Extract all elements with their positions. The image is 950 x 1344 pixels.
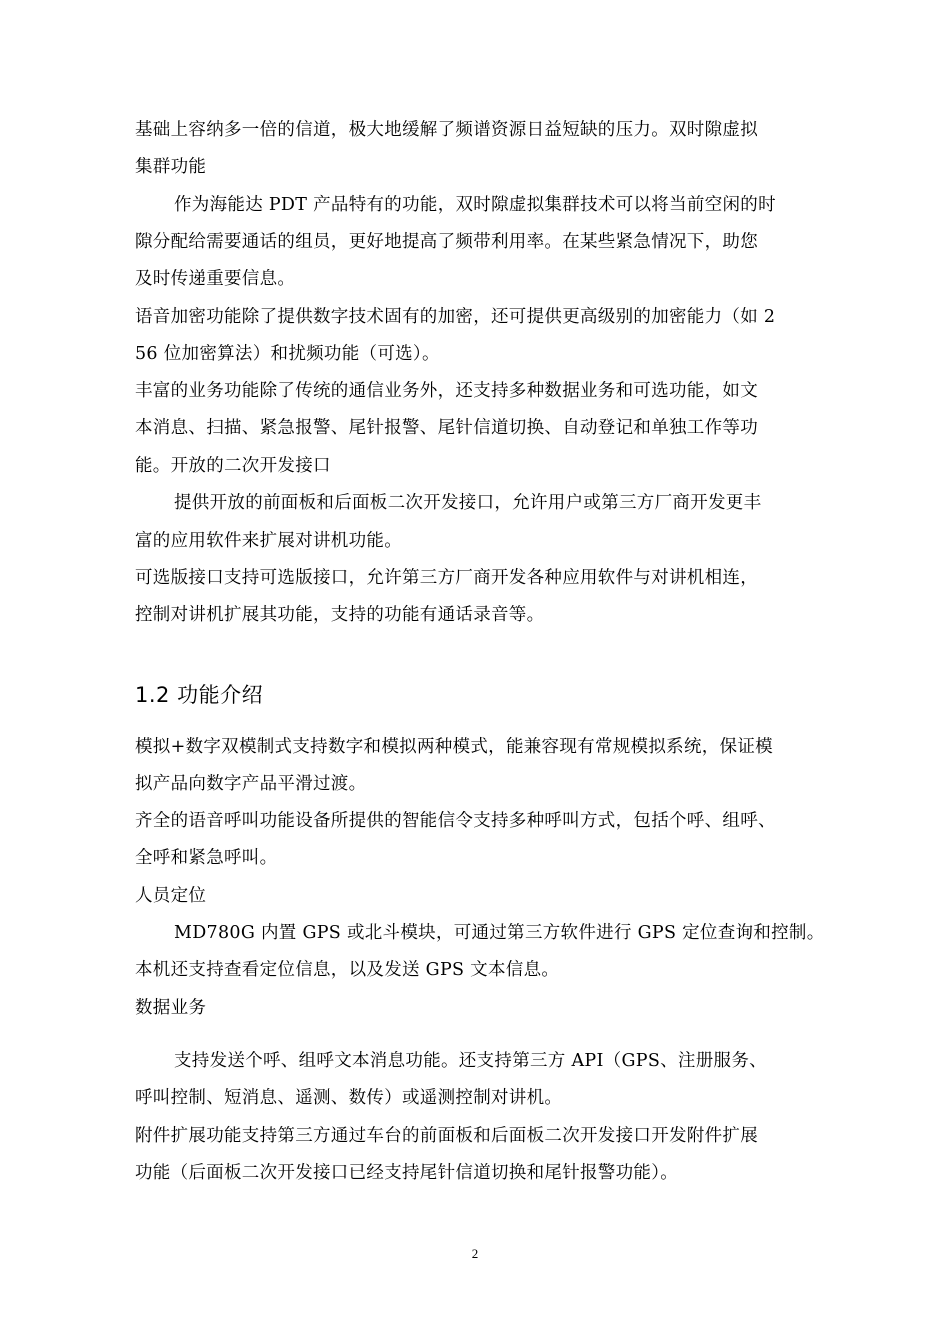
body-text-line: 及时传递重要信息。 bbox=[135, 269, 296, 289]
body-text-line: 语音加密功能除了提供数字技术固有的加密，还可提供更高级别的加密能力（如 2 bbox=[135, 307, 776, 327]
body-text-line: 本机还支持查看定位信息，以及发送 GPS 文本信息。 bbox=[135, 960, 560, 980]
body-text-line: MD780G 内置 GPS 或北斗模块，可通过第三方软件进行 GPS 定位查询和控制。 bbox=[174, 923, 825, 943]
body-text-line: 提供开放的前面板和后面板二次开发接口，允许用户或第三方厂商开发更丰 bbox=[174, 493, 762, 513]
page-number: 2 bbox=[471, 1246, 479, 1261]
body-text-line: 基础上容纳多一倍的信道，极大地缓解了频谱资源日益短缺的压力。双时隙虚拟 bbox=[135, 120, 758, 140]
body-text-line: 数据业务 bbox=[135, 998, 207, 1018]
body-text-line: 模拟+数字双模制式支持数字和模拟两种模式，能兼容现有常规模拟系统，保证模 bbox=[135, 737, 773, 757]
body-text-line: 能。开放的二次开发接口 bbox=[135, 456, 331, 476]
body-text-line: 可选版接口支持可选版接口，允许第三方厂商开发各种应用软件与对讲机相连， bbox=[135, 568, 758, 588]
section-heading: 1.2 功能介绍 bbox=[135, 683, 264, 707]
body-text-line: 本消息、扫描、紧急报警、尾针报警、尾针信道切换、自动登记和单独工作等功 bbox=[135, 418, 758, 438]
body-text-line: 控制对讲机扩展其功能，支持的功能有通话录音等。 bbox=[135, 605, 545, 625]
body-text-line: 隙分配给需要通话的组员，更好地提高了频带利用率。在某些紧急情况下，助您 bbox=[135, 232, 758, 252]
body-text-line: 富的应用软件来扩展对讲机功能。 bbox=[135, 531, 402, 551]
body-text-line: 人员定位 bbox=[135, 886, 207, 906]
body-text-line: 支持发送个呼、组呼文本消息功能。还支持第三方 API（GPS、注册服务、 bbox=[174, 1051, 767, 1071]
body-text-line: 拟产品向数字产品平滑过渡。 bbox=[135, 774, 367, 794]
body-text-line: 附件扩展功能支持第三方通过车台的前面板和后面板二次开发接口开发附件扩展 bbox=[135, 1126, 758, 1146]
body-text-line: 功能（后面板二次开发接口已经支持尾针信道切换和尾针报警功能）。 bbox=[135, 1163, 679, 1183]
body-text-line: 56 位加密算法）和扰频功能（可选）。 bbox=[135, 344, 440, 364]
body-text-line: 作为海能达 PDT 产品特有的功能，双时隙虚拟集群技术可以将当前空闲的时 bbox=[174, 195, 776, 215]
body-text-line: 集群功能 bbox=[135, 157, 207, 177]
body-text-line: 全呼和紧急呼叫。 bbox=[135, 848, 278, 868]
body-text-line: 齐全的语音呼叫功能设备所提供的智能信令支持多种呼叫方式，包括个呼、组呼、 bbox=[135, 811, 776, 831]
body-text-line: 呼叫控制、短消息、遥测、数传）或遥测控制对讲机。 bbox=[135, 1088, 563, 1108]
body-text-line: 丰富的业务功能除了传统的通信业务外，还支持多种数据业务和可选功能，如文 bbox=[135, 381, 758, 401]
